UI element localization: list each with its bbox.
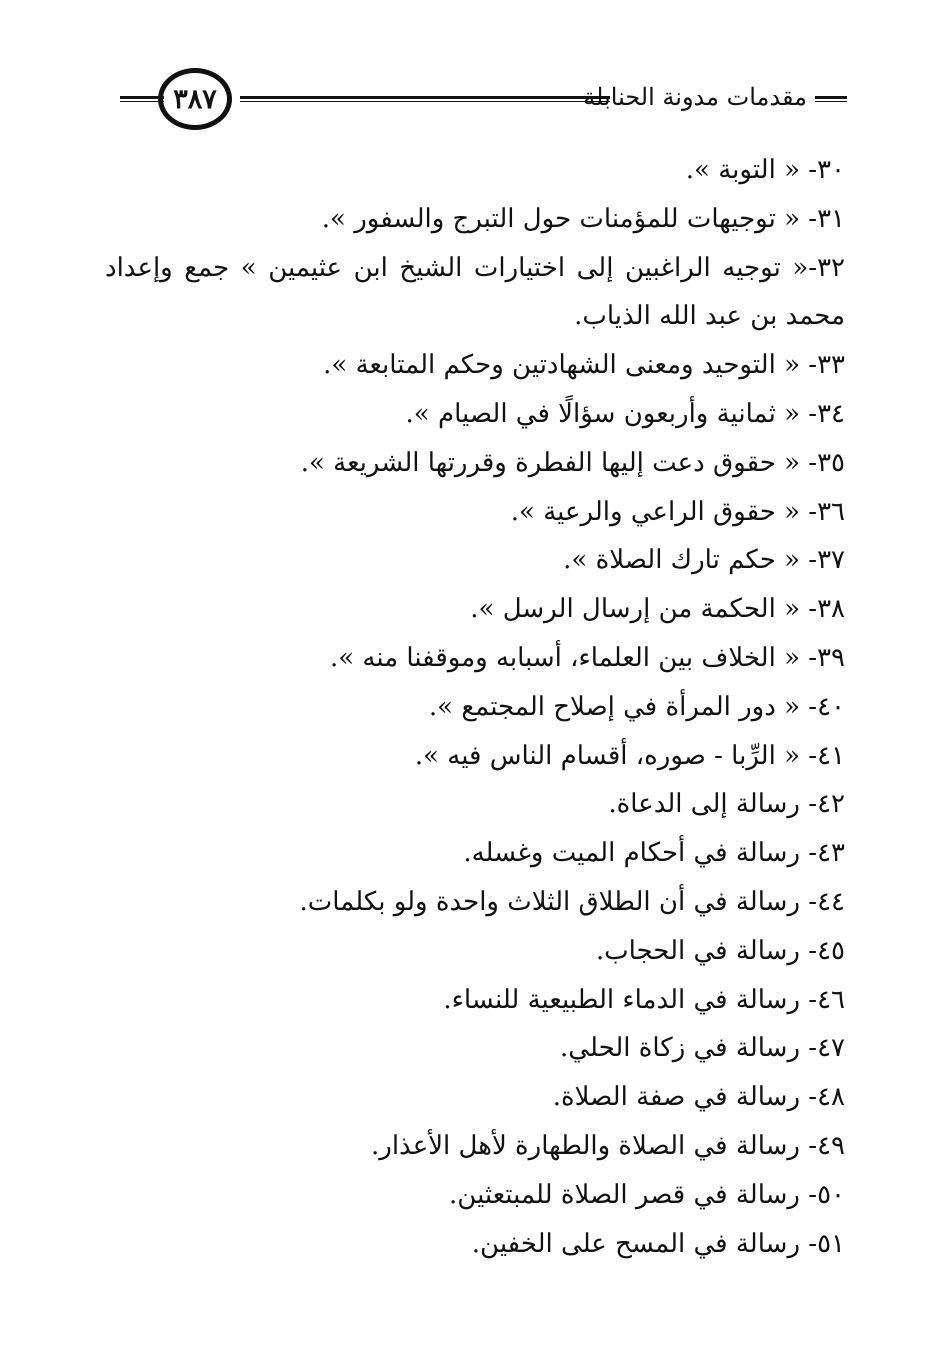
list-item: [105, 927, 845, 976]
list-item: [105, 585, 845, 634]
item-number: ٥٠-: [808, 1179, 845, 1210]
header-rule-right: [815, 96, 847, 102]
list-item: [105, 1171, 845, 1220]
list-item: [105, 878, 845, 927]
list-item: [105, 1024, 845, 1073]
item-number: ٤٠-: [808, 691, 845, 722]
item-text: « حقوق الراعي والرعية ».: [510, 496, 800, 527]
item-text: « دور المرأة في إصلاح المجتمع ».: [428, 691, 800, 722]
list-item: [105, 244, 845, 342]
bibliography-list: [105, 146, 845, 1268]
header-rule-left: [120, 96, 164, 102]
item-number: ٣٦-: [808, 496, 845, 527]
item-number: ٣٣-: [808, 350, 845, 381]
item-number: ٤٧-: [808, 1033, 845, 1064]
list-item: [105, 439, 845, 488]
list-item: [105, 780, 845, 829]
item-number: ٤٨-: [808, 1082, 845, 1113]
item-text: رسالة في أن الطلاق الثلاث واحدة ولو بكلمات.: [299, 886, 800, 917]
list-item: [105, 488, 845, 537]
item-text: « التوحيد ومعنى الشهادتين وحكم المتابعة ».: [323, 350, 800, 381]
page-number: ٣٨٧: [173, 83, 217, 115]
item-number: ٤٩-: [808, 1130, 845, 1161]
list-item: [105, 732, 845, 781]
item-number: ٣٠-: [808, 155, 845, 185]
item-number: ٥١-: [808, 1228, 845, 1259]
item-text: « الحكمة من إرسال الرسل ».: [470, 594, 800, 625]
item-text: رسالة في صفة الصلاة.: [552, 1082, 800, 1113]
list-item: [105, 1220, 845, 1269]
item-text: « الخلاف بين العلماء، أسبابه وموقفنا منه ».: [330, 642, 800, 673]
item-text: رسالة في قصر الصلاة للمبتعثين.: [449, 1179, 800, 1210]
item-text: رسالة في الدماء الطبيعية للنساء.: [443, 984, 800, 1015]
item-number: ٣٩-: [808, 642, 845, 673]
list-item: [105, 683, 845, 732]
item-text: رسالة في المسح على الخفين.: [471, 1228, 800, 1259]
list-item: [105, 976, 845, 1025]
item-number: ٤٥-: [808, 935, 845, 966]
list-item: [105, 146, 845, 195]
header-rule-middle: [240, 96, 610, 102]
list-item: [105, 341, 845, 390]
item-text: « الرِّبا - صوره، أقسام الناس فيه ».: [414, 740, 800, 771]
item-number: ٤٤-: [808, 886, 845, 917]
list-item: [105, 1122, 845, 1171]
item-number: ٤٢-: [808, 789, 845, 820]
item-text: « حقوق دعت إليها الفطرة وقررتها الشريعة ».: [300, 447, 800, 478]
running-title: مقدمات مدونة الحنابلة: [583, 83, 807, 111]
item-number: ٣٤-: [808, 398, 845, 429]
list-item: [105, 634, 845, 683]
list-item: [105, 390, 845, 439]
item-text: رسالة في الحجاب.: [595, 935, 800, 966]
item-number: ٤٦-: [808, 984, 845, 1015]
item-number: ٣٢-: [808, 252, 845, 283]
list-item: [105, 536, 845, 585]
item-text: « توجيه الراغبين إلى اختيارات الشيخ ابن عثيمين » جمع وإعداد محمد بن عبد الله الذياب.: [105, 252, 845, 332]
page-number-badge: [158, 68, 232, 130]
item-text: « ثمانية وأربعون سؤالًا في الصيام ».: [405, 398, 800, 429]
item-text: رسالة في أحكام الميت وغسله.: [463, 838, 800, 869]
item-number: ٤١-: [808, 740, 845, 771]
item-text: « توجيهات للمؤمنات حول التبرج والسفور ».: [321, 203, 800, 234]
item-text: رسالة في الصلاة والطهارة لأهل الأعذار.: [371, 1130, 800, 1161]
item-number: ٣٨-: [808, 594, 845, 625]
item-text: رسالة في زكاة الحلي.: [560, 1033, 800, 1064]
item-text: رسالة إلى الدعاة.: [608, 789, 800, 820]
list-item: [105, 1073, 845, 1122]
item-number: ٣٥-: [808, 447, 845, 478]
page-header: [112, 66, 847, 136]
item-number: ٣١-: [808, 203, 845, 234]
list-item: [105, 195, 845, 244]
item-number: ٣٧-: [808, 545, 845, 576]
item-text: « حكم تارك الصلاة ».: [563, 545, 800, 576]
item-text: « التوبة ».: [685, 155, 800, 185]
item-number: ٤٣-: [808, 838, 845, 869]
list-item: [105, 829, 845, 878]
